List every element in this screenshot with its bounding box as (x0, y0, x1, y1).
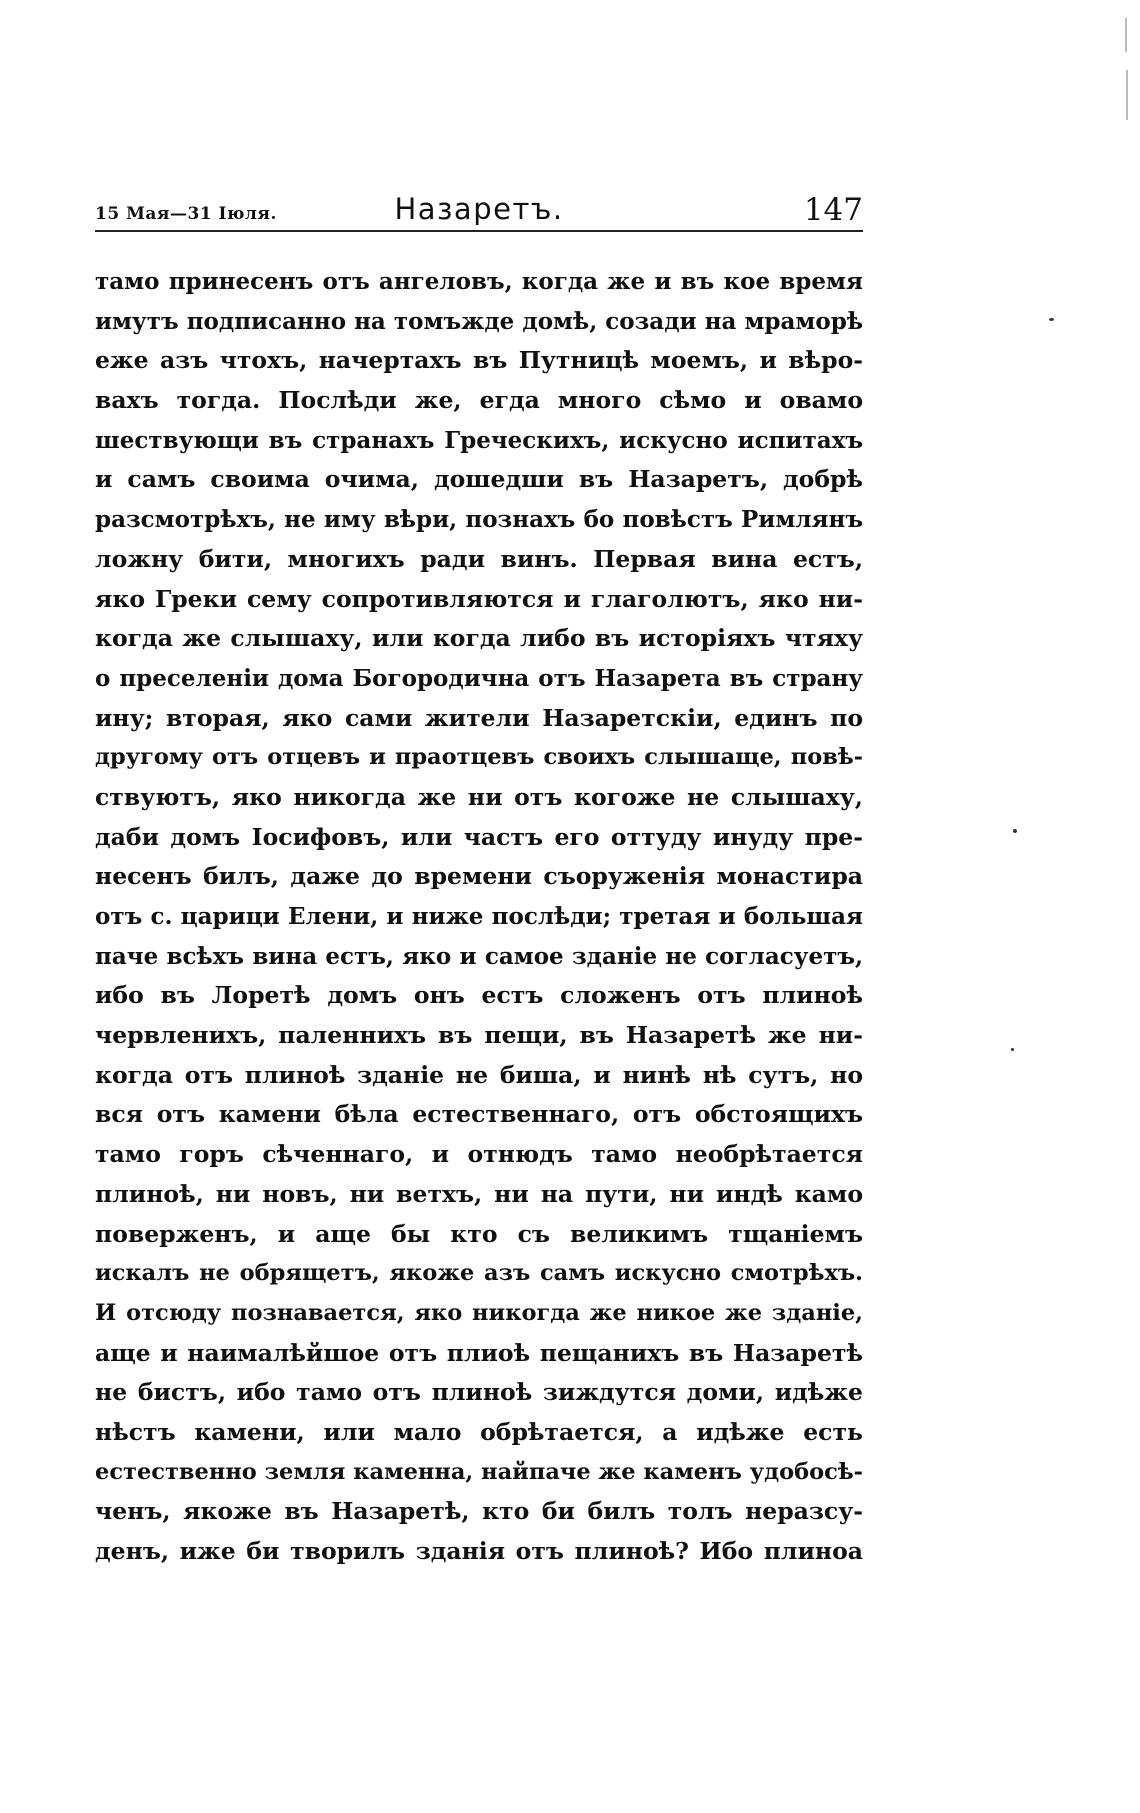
text-line: ложну бити, многихъ ради винъ. Первая вина естъ, (95, 544, 863, 573)
text-line: нѣстъ камени, или мало обрѣтается, а идѣже есть (95, 1417, 863, 1446)
text-line: не бистъ, ибо тамо отъ плиноѣ зиждутся доми, идѣже (95, 1378, 863, 1407)
text-line: шествующи въ странахъ Греческихъ, искусно испитахъ (95, 426, 863, 454)
text-line: поверженъ, и аще бы кто съ великимъ тщаніемъ (95, 1219, 863, 1248)
text-line: И отсюду познавается, яко никогда же никое же зданіе, (95, 1299, 863, 1326)
text-line: разсмотрѣхъ, не иму вѣри, познахъ бо повѣстъ Римлянъ (95, 506, 863, 534)
text-line: вся отъ камени бѣла естественнаго, отъ обстоящихъ (95, 1100, 863, 1129)
text-line: даби домъ Іосифовъ, или частъ его оттуду инуду пре- (95, 822, 863, 851)
header-date-range: 15 Мая—31 Іюля. (95, 204, 277, 224)
text-line: естественно земля каменна, найпаче же каменъ удобосѣ- (95, 1458, 863, 1485)
text-line: плиноѣ, ни новъ, ни ветхъ, ни на пути, ни индѣ камо (95, 1179, 863, 1208)
body-text (95, 262, 863, 1572)
text-line: когда отъ плиноѣ зданіе не биша, и нинѣ нѣ сутъ, но (95, 1060, 863, 1089)
text-line: когда же слышаху, или когда либо въ исторіяхъ чтяху (95, 624, 863, 653)
scan-speck (1049, 318, 1054, 321)
text-line: другому отъ отцевъ и праотцевъ своихъ слышаще, повѣ- (95, 744, 863, 771)
text-line: аще и наималѣйшое отъ плиоѣ пещанихъ въ Назаретѣ (95, 1338, 863, 1367)
text-line: несенъ билъ, даже до времени съоруженія монастира (95, 862, 863, 891)
scan-speck (1013, 829, 1017, 833)
text-line: ствуютъ, яко никогда же ни отъ когоже не слышаху, (95, 782, 863, 811)
text-line: тамо горъ сѣченнаго, и отнюдъ тамо необрѣтается (95, 1140, 863, 1169)
header-rule (95, 230, 863, 232)
header-chapter-title: Назаретъ. (394, 192, 564, 226)
scan-edge-mark-top (1125, 18, 1127, 52)
page-number: 147 (803, 192, 863, 228)
text-line: тамо принесенъ отъ ангеловъ, когда же и въ кое время (95, 268, 863, 295)
text-line: вахъ тогда. Послѣди же, егда много сѣмо и овамо (95, 386, 863, 415)
text-line: и самъ своима очима, дошедши въ Назаретъ, добрѣ (95, 465, 863, 494)
scan-speck (1011, 1048, 1014, 1051)
text-line: еже азъ чтохъ, начертахъ въ Путницѣ моемъ, и вѣро- (95, 346, 863, 375)
text-line: червленихъ, паленнихъ въ пещи, въ Назаретѣ же ни- (95, 1021, 863, 1050)
text-line: отъ с. царици Елени, и ниже послѣди; третая и большая (95, 903, 863, 930)
text-line: ченъ, якоже въ Назаретѣ, кто би билъ толъ неразсу- (95, 1497, 863, 1526)
scan-edge-mark-side (1126, 70, 1128, 120)
text-line: яко Греки сему сопротивляются и глаголютъ, яко ни- (95, 584, 863, 613)
text-line: искалъ не обрящетъ, якоже азъ самъ искусно смотрѣхъ. (95, 1260, 863, 1287)
text-line: о преселеніи дома Богородична отъ Назарета въ страну (95, 664, 863, 692)
text-line: ину; вторая, яко сами жители Назаретскіи, единъ по (95, 703, 863, 732)
text-line: ибо въ Лоретѣ домъ онъ естъ сложенъ отъ плиноѣ (95, 981, 863, 1010)
text-line: паче всѣхъ вина естъ, яко и самое зданіе не согласуетъ, (95, 942, 863, 970)
text-line: денъ, иже би творилъ зданія отъ плиноѣ? Ибо плиноа (95, 1537, 863, 1565)
text-line: имутъ подписанно на томъжде домѣ, созади на мраморѣ (95, 307, 863, 335)
running-header (95, 188, 863, 232)
